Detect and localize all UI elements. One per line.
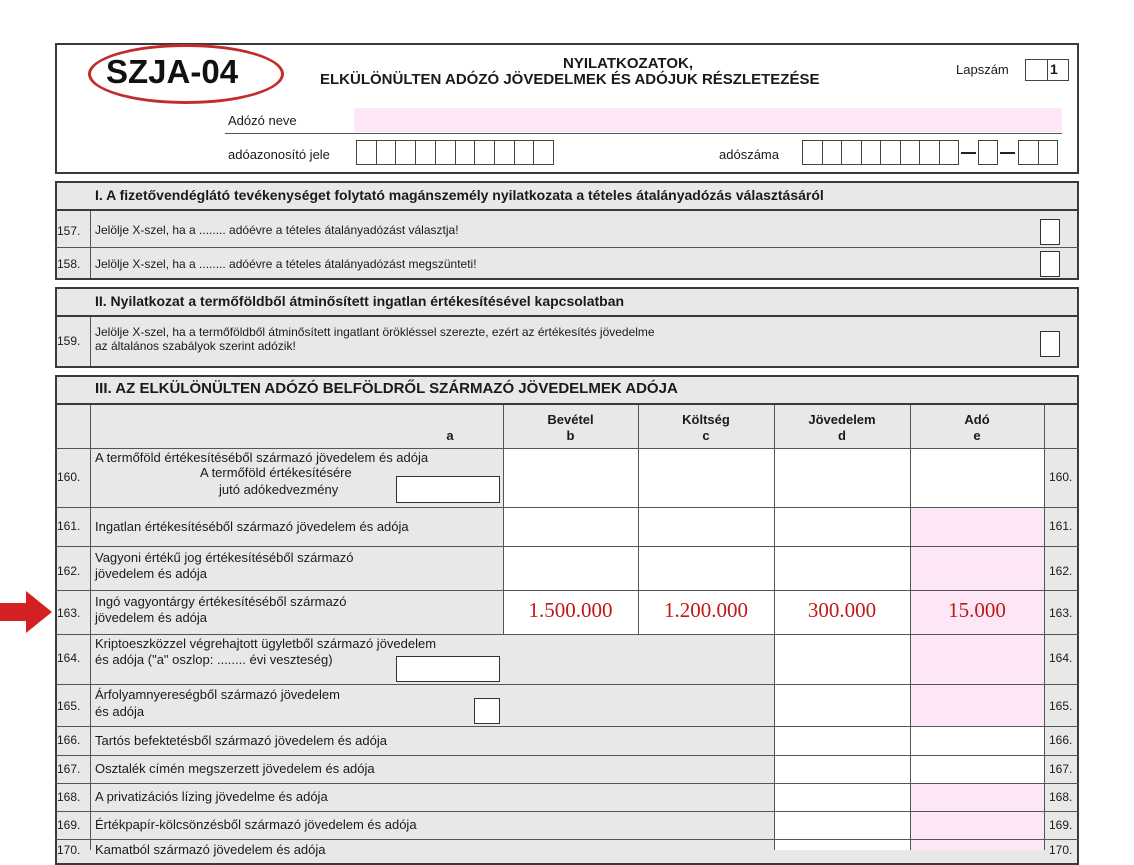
row-number-divider xyxy=(90,317,91,366)
row-text: Ingó vagyontárgy értékesítéséből származó xyxy=(95,594,347,609)
row-number-right: 160. xyxy=(1049,470,1073,484)
row-number-right: 161. xyxy=(1049,519,1073,533)
tax-cell-167[interactable] xyxy=(910,755,1044,783)
value-cells-162[interactable] xyxy=(503,546,910,590)
form-title-line2: ELKÜLÖNÜLTEN ADÓZÓ JÖVEDELMEK ÉS ADÓJUK RÉSZLETEZÉSE xyxy=(320,71,820,88)
grid-line xyxy=(55,448,1079,449)
income-cell-170[interactable] xyxy=(774,839,910,850)
row-text: Vagyoni értékű jog értékesítéséből származó xyxy=(95,550,354,565)
value-cells-160[interactable] xyxy=(503,448,910,507)
column-header-income: Jövedelem xyxy=(808,412,876,427)
grid-line xyxy=(55,684,1079,685)
row-number: 157. xyxy=(57,224,81,238)
tax-number-field-part1[interactable] xyxy=(802,140,959,165)
grid-line xyxy=(55,634,1079,635)
value-cells-161[interactable] xyxy=(503,507,910,546)
row-number-divider xyxy=(90,211,91,278)
row-number: 170. xyxy=(57,843,81,857)
tax-cell-166[interactable] xyxy=(910,726,1044,755)
cost-value-163: 1.200.000 xyxy=(664,598,748,622)
row-number: 160. xyxy=(57,470,81,484)
column-header-cost: Költség xyxy=(682,412,730,427)
row-number: 163. xyxy=(57,606,81,620)
column-header-tax: Adó xyxy=(964,412,990,427)
tax-cell-164[interactable] xyxy=(910,634,1044,684)
tax-number-field-part3[interactable] xyxy=(1018,140,1058,165)
row-number-right: 170. xyxy=(1049,843,1073,857)
row-text: az általános szabályok szerint adózik! xyxy=(95,339,296,353)
row-number: 169. xyxy=(57,818,81,832)
grid-line xyxy=(55,783,1079,784)
row-number-right: 168. xyxy=(1049,790,1073,804)
row-text: jövedelem és adója xyxy=(95,610,208,625)
tax-cell-161[interactable] xyxy=(910,507,1044,546)
row-text: Jelölje X-szel, ha a ........ adóévre a tételes átalányadózást megszünteti! xyxy=(95,257,477,271)
fx-gain-checkbox[interactable] xyxy=(474,698,500,724)
row-number-right: 166. xyxy=(1049,733,1073,747)
tax-cell-160[interactable] xyxy=(910,448,1044,507)
column-letter-c: c xyxy=(702,428,710,443)
grid-line xyxy=(55,755,1079,756)
section-1-title: I. A fizetővendéglátó tevékenységet folytató magánszemély nyilatkozata a tételes átalányadózás választásáról xyxy=(95,187,824,203)
row-text: Árfolyamnyereségből származó jövedelem xyxy=(95,687,340,702)
row-number-right: 165. xyxy=(1049,699,1073,713)
row-text: A privatizációs lízing jövedelme és adója xyxy=(95,789,328,804)
tax-cell-165[interactable] xyxy=(910,684,1044,726)
row-text: A termőföld értékesítéséből származó jövedelem és adója xyxy=(95,450,429,465)
row-subtext: jutó adókedvezmény xyxy=(219,482,339,497)
page-number: 1 xyxy=(1050,61,1058,77)
crypto-loss-field[interactable] xyxy=(396,656,500,682)
form-code: SZJA-04 xyxy=(106,53,239,90)
row-number-right: 169. xyxy=(1049,818,1073,832)
row-text: Tartós befektetésből származó jövedelem és adója xyxy=(95,733,387,748)
taxpayer-name-label: Adózó neve xyxy=(228,113,297,128)
tax-value-163: 15.000 xyxy=(948,598,1006,622)
row-text: és adója xyxy=(95,704,145,719)
tax-number-field-part2[interactable] xyxy=(978,140,998,165)
income-cell-168[interactable] xyxy=(774,783,910,811)
column-letter-b: b xyxy=(566,428,575,443)
tax-cell-168[interactable] xyxy=(910,783,1044,811)
row-text: Kamatból származó jövedelem és adója xyxy=(95,842,326,857)
tax-cell-162[interactable] xyxy=(910,546,1044,590)
row-divider xyxy=(55,247,1079,248)
income-cell-165[interactable] xyxy=(774,684,910,726)
taxpayer-name-field[interactable] xyxy=(354,108,1062,132)
revenue-value-163: 1.500.000 xyxy=(528,598,613,622)
section-2-title: II. Nyilatkozat a termőföldből átminősített ingatlan értékesítésével kapcsolatban xyxy=(95,293,625,309)
cancel-flat-rate-checkbox[interactable] xyxy=(1040,251,1060,277)
tax-id-label: adóazonosító jele xyxy=(228,147,330,162)
grid-line xyxy=(55,811,1079,812)
tax-cell-170[interactable] xyxy=(910,839,1044,850)
row-text: Jelölje X-szel, ha a ........ adóévre a tételes átalányadózást választja! xyxy=(95,223,459,237)
inherited-land-checkbox[interactable] xyxy=(1040,331,1060,357)
divider xyxy=(225,133,1062,134)
row-number: 161. xyxy=(57,519,81,533)
dash-separator xyxy=(961,152,976,154)
grid-line xyxy=(55,507,1079,508)
highlight-arrow-icon xyxy=(0,589,54,635)
row-text: Értékpapír-kölcsönzésből származó jövedelem és adója xyxy=(95,817,417,832)
column-letter-e: e xyxy=(973,428,981,443)
row-text: és adója ("a" oszlop: ........ évi veszteség) xyxy=(95,652,333,667)
row-number: 166. xyxy=(57,733,81,747)
income-cell-167[interactable] xyxy=(774,755,910,783)
row-number-right: 163. xyxy=(1049,606,1073,620)
row-text: jövedelem és adója xyxy=(95,566,208,581)
grid-line xyxy=(55,546,1079,547)
row-number: 165. xyxy=(57,699,81,713)
grid-line xyxy=(55,726,1079,727)
page-number-box[interactable] xyxy=(1025,59,1069,81)
income-cell-164[interactable] xyxy=(774,634,910,684)
tax-number-label: adószáma xyxy=(719,147,779,162)
row-number: 167. xyxy=(57,762,81,776)
column-header-revenue: Bevétel xyxy=(547,412,594,427)
form-title-line1: NYILATKOZATOK, xyxy=(563,55,693,72)
row-text: Kriptoeszközzel végrehajtott ügyletből származó jövedelem xyxy=(95,636,437,651)
row-number-right: 164. xyxy=(1049,651,1073,665)
row-number: 158. xyxy=(57,257,81,271)
row-number: 164. xyxy=(57,651,81,665)
column-letter-a: a xyxy=(446,428,454,443)
row-number: 168. xyxy=(57,790,81,804)
row-number-right: 162. xyxy=(1049,564,1073,578)
section-3-title: III. AZ ELKÜLÖNÜLTEN ADÓZÓ BELFÖLDRŐL SZÁRMAZÓ JÖVEDELMEK ADÓJA xyxy=(95,380,678,397)
row-number-right: 167. xyxy=(1049,762,1073,776)
row-text: Osztalék címén megszerzett jövedelem és adója xyxy=(95,761,375,776)
income-value-163: 300.000 xyxy=(807,598,877,622)
row-number: 162. xyxy=(57,564,81,578)
tax-cell-169[interactable] xyxy=(910,811,1044,839)
land-tax-credit-field[interactable] xyxy=(396,476,500,503)
tax-id-field[interactable] xyxy=(356,140,554,165)
row-subtext: A termőföld értékesítésére xyxy=(200,465,352,480)
row-text: Ingatlan értékesítéséből származó jövedelem és adója xyxy=(95,519,409,534)
dash-separator xyxy=(1000,152,1015,154)
income-cell-169[interactable] xyxy=(774,811,910,839)
row-number: 159. xyxy=(57,334,81,348)
grid-line xyxy=(55,839,1079,840)
column-letter-d: d xyxy=(838,428,846,443)
row-text: Jelölje X-szel, ha a termőföldből átminősített ingatlant örökléssel szerezte, ezért az értékesítés jövedelme xyxy=(95,325,655,339)
choose-flat-rate-checkbox[interactable] xyxy=(1040,219,1060,245)
page-label: Lapszám xyxy=(956,62,1009,77)
income-cell-166[interactable] xyxy=(774,726,910,755)
grid-line xyxy=(55,590,1079,591)
